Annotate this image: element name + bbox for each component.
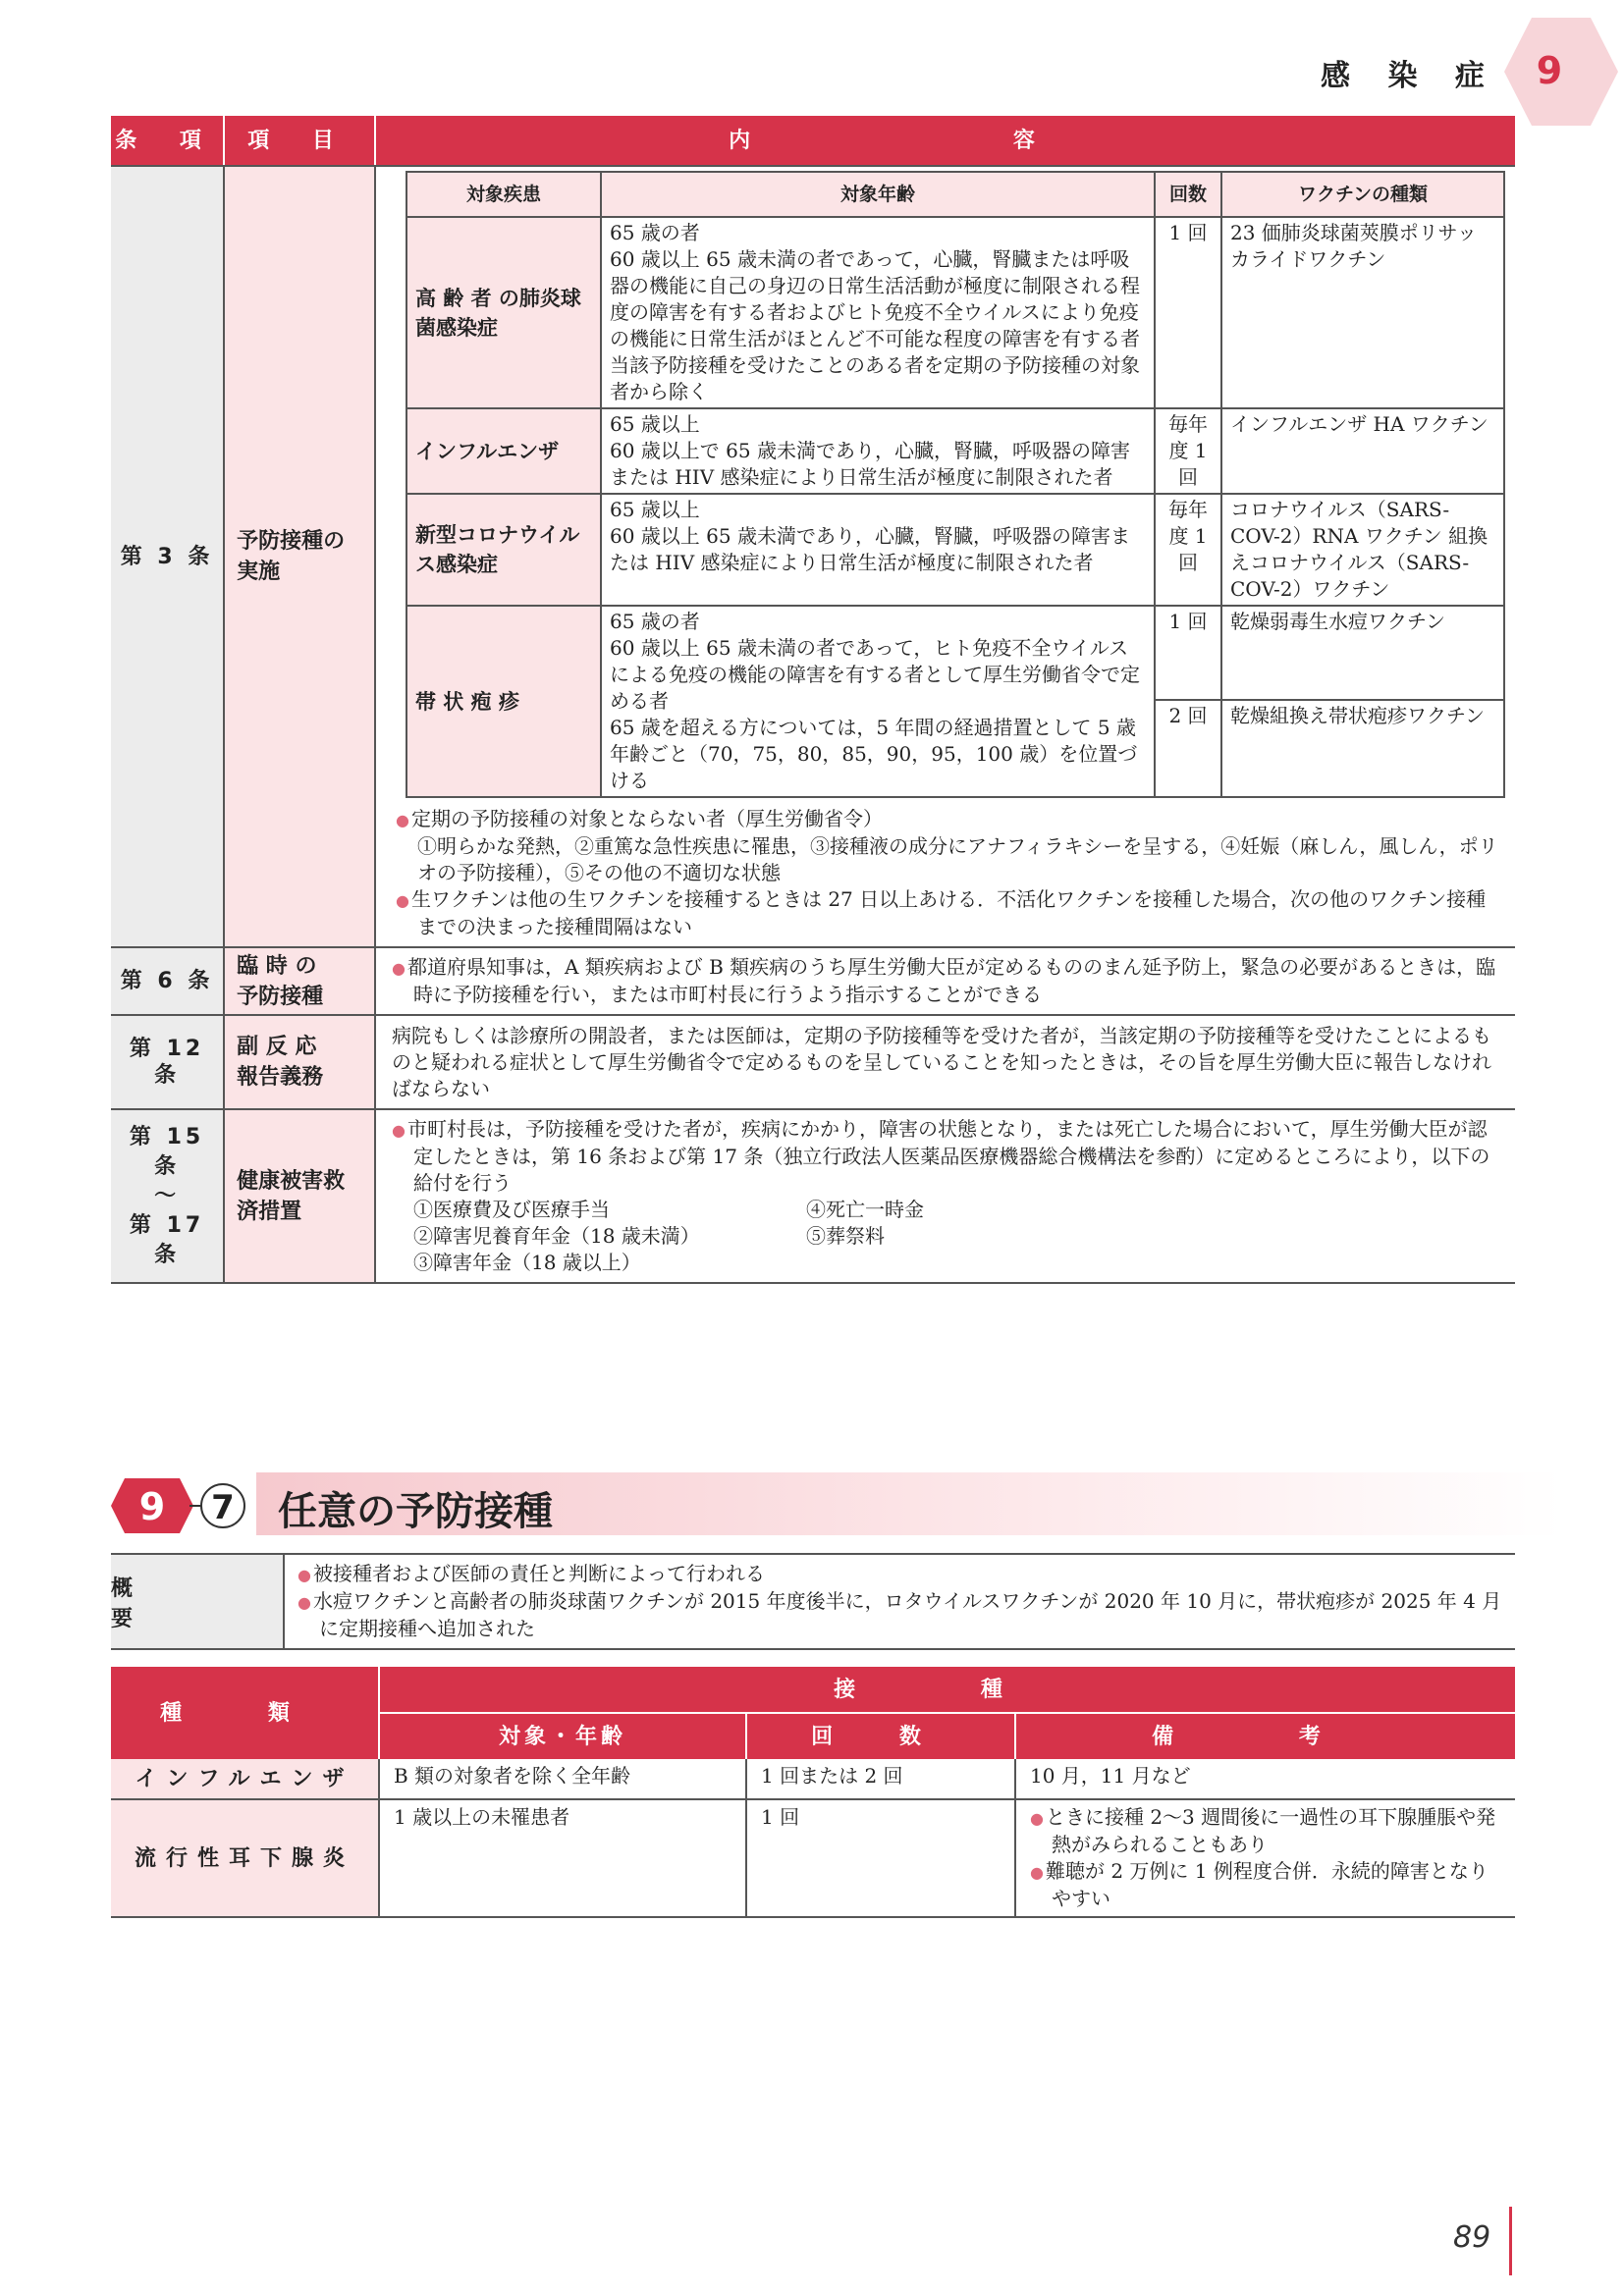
item-label: 副 反 応 報告義務	[224, 1015, 375, 1109]
section-number: 9	[138, 1485, 166, 1528]
opt-age-cell: B 類の対象者を除く全年齢	[379, 1759, 746, 1799]
benefit-list	[392, 1197, 1501, 1276]
vaccine-row	[406, 408, 1504, 494]
section-subnumber: 7	[211, 1488, 235, 1527]
benefit-item: ④死亡一時金	[806, 1198, 924, 1221]
opt-header-group: 接 種	[379, 1667, 1515, 1713]
vaccine-table-header	[406, 172, 1504, 217]
benefit-item: ②障害児養育年金（18 歳未満）	[413, 1224, 700, 1248]
disease-cell: 高 齢 者 の肺炎球菌感染症	[406, 217, 601, 408]
age-cell: 65 歳以上 60 歳以上 65 歳未満であり，心臓，腎臓，呼吸器の障害または HIV 感染症により日常生活が極度に制限された者	[601, 494, 1155, 606]
vh-vaccine: ワクチンの種類	[1221, 172, 1504, 217]
header-content: 内 容	[375, 116, 1515, 166]
law-row-art12	[111, 1015, 1515, 1109]
vaccine-cell: コロナウイルス（SARS-COV-2）RNA ワクチン 組換えコロナウイルス（SARS-COV-2）ワクチン	[1221, 494, 1504, 606]
article-label: 第 15 条 〜 第 17 条	[111, 1109, 224, 1283]
vaccine-row	[406, 217, 1504, 408]
item-label: 臨 時 の 予防接種	[224, 947, 375, 1015]
disease-cell: 帯 状 疱 疹	[406, 606, 601, 797]
vh-age: 対象年齢	[601, 172, 1155, 217]
vaccine-row	[406, 606, 1504, 700]
overview-box	[111, 1553, 1515, 1650]
age-cell: 65 歳以上 60 歳以上で 65 歳未満であり，心臓，腎臓，呼吸器の障害または HIV 感染症により日常生活が極度に制限された者	[601, 408, 1155, 494]
opt-note-cell: 10 月，11 月など	[1015, 1759, 1515, 1799]
opt-count-cell: 1 回	[746, 1799, 1015, 1917]
opt-header-row	[111, 1667, 1515, 1713]
overview-label: 概 要	[111, 1555, 285, 1648]
note-contraindication-detail: ①明らかな発熱，②重篤な急性疾患に罹患，③接種液の成分にアナフィラキシーを呈する，④妊娠（麻しん，風しん，ポリオの予防接種），⑤その他の不適切な状態	[417, 834, 1498, 884]
opt-header-type: 種 類	[111, 1667, 379, 1759]
item-label: 予防接種の実施	[224, 166, 375, 947]
opt-note-cell: ● ときに接種 2〜3 週間後に一過性の耳下腺腫脹や発熱がみられることもあり ● 難聴が 2 万例に 1 例程度合併．永続的障害となりやすい	[1015, 1799, 1515, 1917]
section-number-badge	[111, 1478, 258, 1533]
section-heading	[111, 1472, 1515, 1535]
vaccine-row	[406, 494, 1504, 606]
benefit-item: ③障害年金（18 歳以上）	[413, 1251, 641, 1274]
overview-item: ● 水痘ワクチンと高齢者の肺炎球菌ワクチンが 2015 年度後半に，ロタウイルスワクチンが 2020 年 10 月に，帯状疱疹が 2025 年 4 月に定期接種へ追加された	[298, 1588, 1505, 1642]
chapter-number: 9	[1536, 49, 1563, 92]
age-cell: 65 歳の者 60 歳以上 65 歳未満の者であって，心臓，腎臓または呼吸器の機能に自己の身辺の日常生活活動が極度に制限される程度の障害を有する者およびヒト免疫不全ウイルスにより免疫の機能に日常生活がほとんど不可能な程度の障害を有する者 当該予防接種を受けたことのある者を定期の予防接種の対象者から除く	[601, 217, 1155, 408]
art15-content: ● 市町村長は，予防接種を受けた者が，疾病にかかり，障害の状態となり，または死亡した場合において，厚生労働大臣が認定したときは，第 16 条および第 17 条（独立行政法人医薬品医療機器総合機構法を参酌）に定めるところにより，以下の給付を行う ①医療費及び医療手当 ④死亡一時金 ②障害児養育年金（18 歳未満） ⑤葬祭料 ③障害年金（18 歳以上）	[375, 1109, 1515, 1283]
benefit-item: ⑤葬祭料	[806, 1224, 885, 1248]
disease-cell: 新型コロナウイルス感染症	[406, 494, 601, 606]
count-cell: 1 回	[1155, 217, 1221, 408]
section-title: 任意の予防接種	[278, 1489, 553, 1534]
art6-content: ● 都道府県知事は，A 類疾病および B 類疾病のうち厚生労働大臣が定めるもののまん延予防上，緊急の必要があるときは，臨時に予防接種を行い，または市町村長に行うよう指示することができる	[375, 947, 1515, 1015]
vh-disease: 対象疾患	[406, 172, 601, 217]
law-table-header	[111, 116, 1515, 166]
overview-item: ● 被接種者および医師の責任と判断によって行われる	[298, 1561, 1505, 1588]
law-articles-table	[111, 116, 1515, 1284]
age-cell: 65 歳の者 60 歳以上 65 歳未満の者であって，ヒト免疫不全ウイルスによる免疫の機能の障害を有する者として厚生労働省令で定める者 65 歳を超える方については，5 年間の経過措置として 5 歳年齢ごと（70，75，80，85，90，95，100 歳）を位置づける	[601, 606, 1155, 797]
article-label: 第 3 条	[111, 166, 224, 947]
opt-header-count: 回 数	[746, 1713, 1015, 1759]
vaccine-cell: 23 価肺炎球菌莢膜ポリサッカライドワクチン	[1221, 217, 1504, 408]
note-contraindication: ● 定期の予防接種の対象とならない者（厚生労働省令）	[396, 806, 1505, 833]
benefit-item: ①医療費及び医療手当	[413, 1198, 610, 1221]
opt-row	[111, 1799, 1515, 1917]
item-label: 健康被害救済措置	[224, 1109, 375, 1283]
opt-header-note: 備 考	[1152, 1724, 1380, 1749]
opt-type-cell: 流行性耳下腺炎	[111, 1799, 379, 1917]
note-live-vaccine: ● 生ワクチンは他の生ワクチンを接種するときは 27 日以上あける．不活化ワクチンを接種した場合，次の他のワクチン接種までの決まった接種間隔はない	[396, 886, 1505, 940]
page-number-rule	[1509, 2207, 1512, 2275]
overview-body	[298, 1555, 1515, 1648]
count-cell: 1 回	[1155, 606, 1221, 700]
count-cell: 毎年度 1 回	[1155, 408, 1221, 494]
law-row-art15	[111, 1109, 1515, 1283]
vaccine-table	[406, 171, 1505, 798]
article-label: 第 12 条	[111, 1015, 224, 1109]
art12-content: 病院もしくは診療所の開設者，または医師は，定期の予防接種等を受けた者が，当該定期の予防接種等を受けたことによるものと疑われる症状として厚生労働省令で定めるものを呈していることを知ったときは，その旨を厚生労働大臣に報告しなければならない	[375, 1015, 1515, 1109]
header-item: 項 目	[224, 116, 375, 166]
opt-count-cell: 1 回または 2 回	[746, 1759, 1015, 1799]
chapter-title: 感 染 症	[1321, 59, 1498, 93]
header-article: 条 項	[111, 116, 224, 166]
law-row-art6	[111, 947, 1515, 1015]
count-cell: 毎年度 1 回	[1155, 494, 1221, 606]
vaccine-cell: 乾燥弱毒生水痘ワクチン	[1221, 606, 1504, 700]
disease-cell: インフルエンザ	[406, 408, 601, 494]
art3-content	[375, 166, 1515, 947]
opt-row	[111, 1759, 1515, 1799]
opt-type-cell: インフルエンザ	[111, 1759, 379, 1799]
law-row-art3	[111, 166, 1515, 947]
opt-age-cell: 1 歳以上の未罹患者	[379, 1799, 746, 1917]
vaccine-cell: インフルエンザ HA ワクチン	[1221, 408, 1504, 494]
opt-header-age: 対象・年齢	[379, 1713, 746, 1759]
page-number: 89	[1453, 2220, 1491, 2255]
article-label: 第 6 条	[111, 947, 224, 1015]
optional-vaccination-table	[111, 1667, 1515, 1918]
count-cell: 2 回	[1155, 700, 1221, 797]
vaccine-cell: 乾燥組換え帯状疱疹ワクチン	[1221, 700, 1504, 797]
vh-count: 回数	[1155, 172, 1221, 217]
